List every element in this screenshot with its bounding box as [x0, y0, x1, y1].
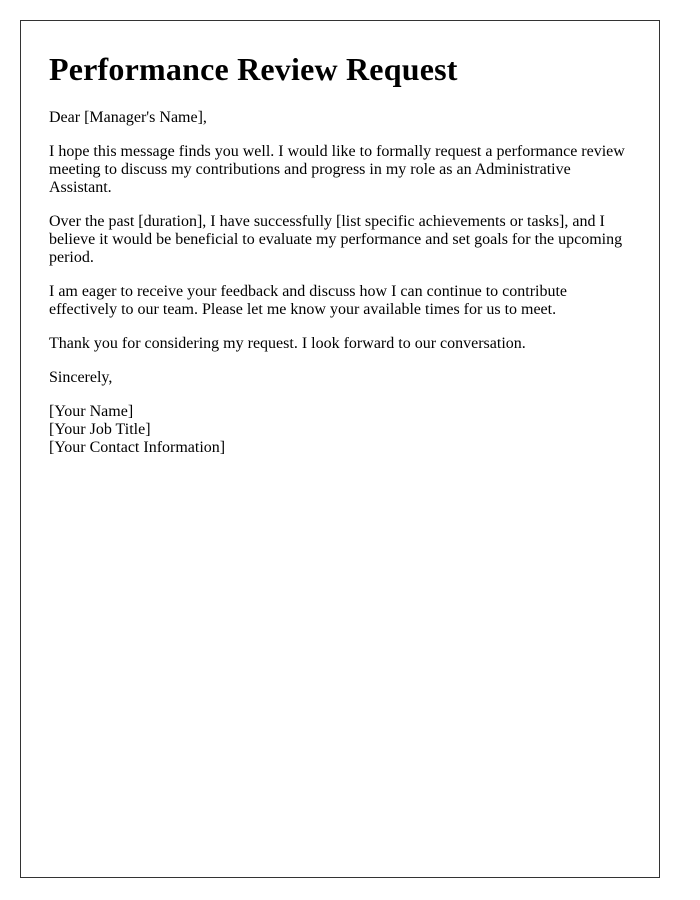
- closing: Sincerely,: [49, 369, 113, 386]
- signature-block: [49, 403, 631, 457]
- letter-page: [20, 20, 660, 878]
- body-paragraph-thanks: Thank you for considering my request. I look forward to our conversation.: [49, 335, 526, 352]
- salutation: Dear [Manager's Name],: [49, 109, 207, 126]
- body-paragraph-feedback: I am eager to receive your feedback and discuss how I can continue to contribute effectively to our team. Please let me know your available times for us to meet.: [49, 283, 568, 318]
- signature-name: [Your Name]: [49, 403, 134, 420]
- body-paragraph-intro: I hope this message finds you well. I would like to formally request a performance review meeting to discuss my contributions and progress in my role as an Administrative Assistant.: [49, 143, 625, 196]
- signature-contact: [Your Contact Information]: [49, 439, 226, 456]
- signature-job-title: [Your Job Title]: [49, 421, 151, 438]
- letter-title: Performance Review Request: [49, 51, 458, 87]
- body-paragraph-achievements: Over the past [duration], I have successfully [list specific achievements or tasks], and I believe it would be beneficial to evaluate my performance and set goals for the upcoming period.: [49, 213, 623, 266]
